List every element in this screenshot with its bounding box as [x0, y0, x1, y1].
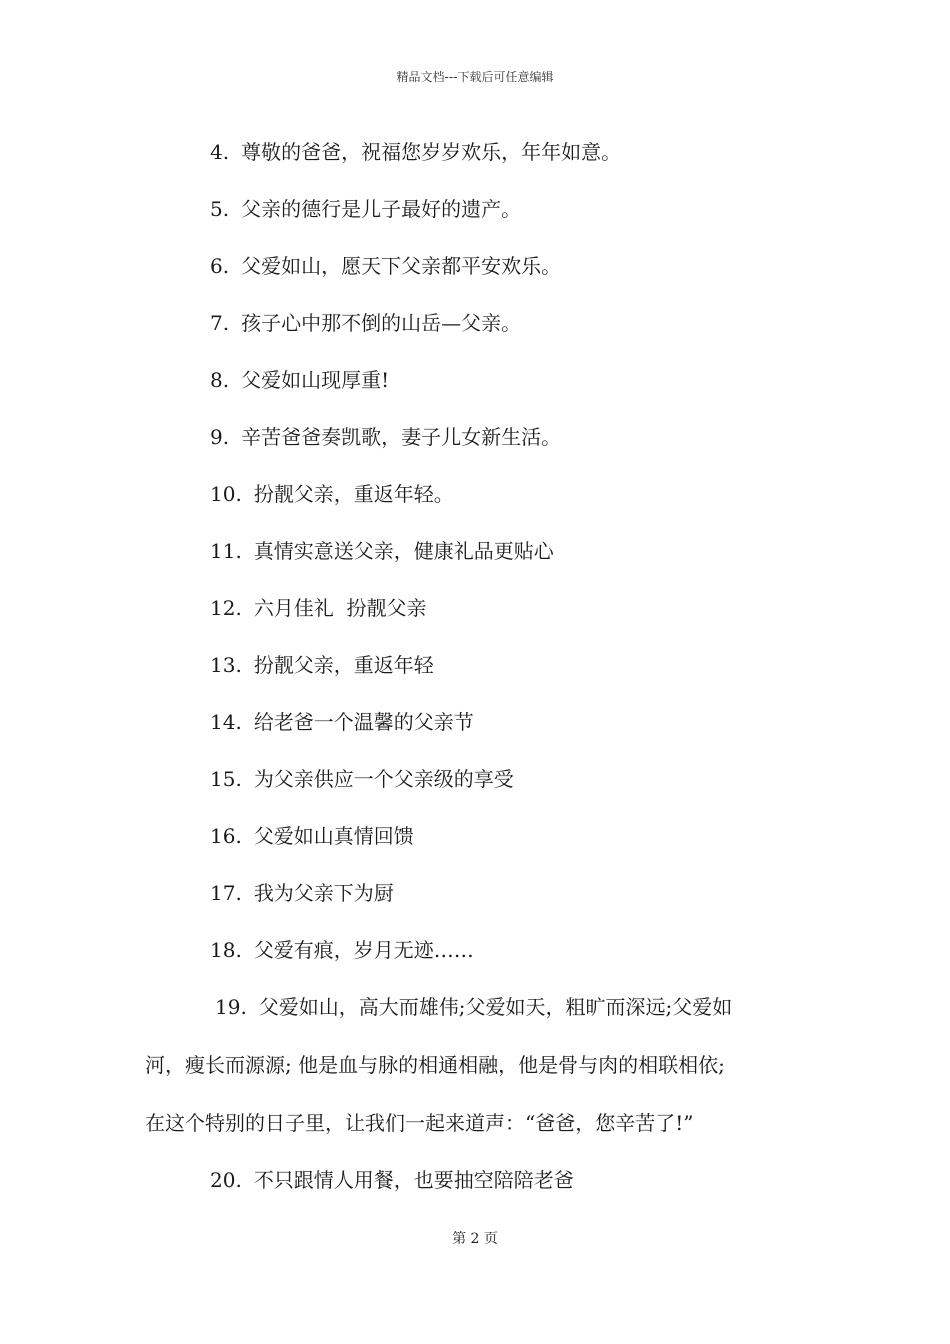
page-footer: 第 2 页: [452, 1231, 498, 1247]
item-text: 孩子心中那不倒的山岳—父亲。: [241, 311, 522, 335]
item-number: 15.: [210, 767, 242, 791]
item-number: 5.: [210, 197, 230, 221]
list-item: [210, 140, 621, 164]
list-item: [210, 938, 474, 962]
item-number: 19.: [215, 995, 247, 1019]
item-number: 16.: [210, 824, 242, 848]
item-number: 6.: [210, 254, 230, 278]
item-number: 18.: [210, 938, 242, 962]
item-number: 4.: [210, 140, 230, 164]
item-number: 7.: [210, 311, 230, 335]
item-number: 8.: [210, 368, 230, 392]
item-text: 我为父亲下为厨: [253, 881, 394, 905]
list-item: [210, 767, 514, 791]
item-text: 父爱如山，高大而雄伟;父爱如天，粗旷而深远;父爱如: [258, 995, 733, 1019]
item-text: 扮靓父亲，重返年轻。: [253, 482, 454, 506]
item-text: 父亲的德行是儿子最好的遗产。: [241, 197, 522, 221]
paragraph-19-line2: 河，瘦长而源源; 他是血与脉的相通相融，他是骨与肉的相联相依;: [145, 1053, 725, 1077]
item-text: 真情实意送父亲，健康礼品更贴心: [253, 539, 554, 563]
item-text: 辛苦爸爸奏凯歌，妻子儿女新生活。: [241, 425, 562, 449]
item-text: 父爱如山真情回馈: [253, 824, 414, 848]
list-item: [210, 1168, 574, 1192]
item-number: 13.: [210, 653, 242, 677]
item-text: 为父亲供应一个父亲级的享受: [253, 767, 514, 791]
item-text: 给老爸一个温馨的父亲节: [253, 710, 474, 734]
item-text: 六月佳礼 扮靓父亲: [253, 596, 427, 620]
list-item: [210, 653, 434, 677]
list-item: [210, 881, 394, 905]
list-item: [210, 539, 554, 563]
item-text: 父爱如山现厚重!: [241, 368, 390, 392]
item-text: 不只跟情人用餐，也要抽空陪陪老爸: [253, 1168, 574, 1192]
item-number: 14.: [210, 710, 242, 734]
list-item: [210, 482, 454, 506]
item-number: 12.: [210, 596, 242, 620]
item-number: 10.: [210, 482, 242, 506]
paragraph-19-line3: 在这个特别的日子里，让我们一起来道声：“爸爸，您辛苦了!”: [145, 1111, 694, 1135]
item-number: 20.: [210, 1168, 242, 1192]
list-item: [210, 425, 561, 449]
paragraph-19-line1: [215, 995, 732, 1019]
item-number: 9.: [210, 425, 230, 449]
list-item: [210, 197, 521, 221]
list-item: [210, 596, 427, 620]
item-text: 尊敬的爸爸，祝福您岁岁欢乐，年年如意。: [241, 140, 622, 164]
item-text: 父爱有痕，岁月无迹……: [253, 938, 474, 962]
list-item: [210, 254, 561, 278]
list-item: [210, 824, 414, 848]
list-item: [210, 368, 389, 392]
item-number: 17.: [210, 881, 242, 905]
item-number: 11.: [210, 539, 242, 563]
item-text: 扮靓父亲，重返年轻: [253, 653, 434, 677]
list-item: [210, 710, 474, 734]
list-item: [210, 311, 521, 335]
page-header: 精品文档---下载后可任意编辑: [396, 70, 554, 84]
item-text: 父爱如山，愿天下父亲都平安欢乐。: [241, 254, 562, 278]
